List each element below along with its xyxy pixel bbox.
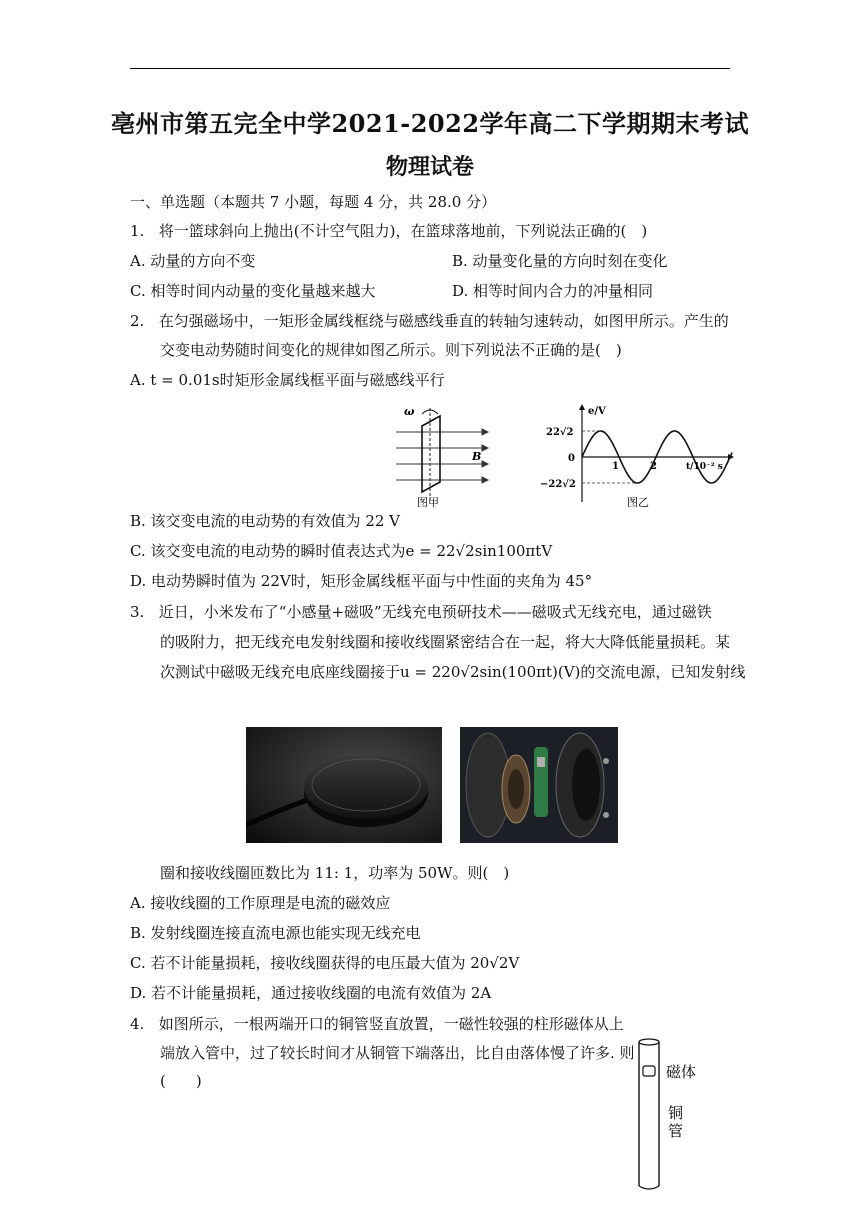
exam-title: 亳州市第五完全中学2021-2022学年高二下学期期末考试	[110, 109, 750, 138]
charger-exploded-photo	[460, 727, 618, 843]
question-3	[130, 602, 712, 622]
figure-yi-caption: 图乙	[627, 496, 649, 509]
question-stem-line2: 的吸附力，把无线充电发射线圈和接收线圈紧密结合在一起，将大大降低能量损耗。某	[160, 633, 731, 651]
magnet-label: 磁体	[666, 1063, 697, 1081]
section-heading: 一、单选题（本题共 7 小题，每题 4 分，共 28.0 分）	[130, 193, 497, 211]
q2-option-d: D. 电动势瞬时值为 22V时，矩形金属线框平面与中性面的夹角为 45°	[130, 572, 593, 590]
tube-label-1: 铜	[668, 1104, 684, 1122]
q2-option-c: C. 该交变电流的电动势的瞬时值表达式为e = 22√2sin100πtV	[130, 542, 553, 560]
figure-jia	[392, 402, 492, 510]
omega-label: ω	[404, 405, 415, 418]
exam-subtitle: 物理试卷	[385, 154, 474, 180]
q1-option-c: C. 相等时间内动量的变化量越来越大	[130, 282, 376, 300]
magnet-shape	[643, 1066, 655, 1076]
question-number: 2.	[130, 312, 145, 330]
question-1	[130, 221, 647, 241]
q1-option-a: A. 动量的方向不变	[130, 252, 256, 270]
b-field-label: B	[472, 450, 482, 463]
q2-option-a: A. t = 0.01s时矩形金属线框平面与磁感线平行	[130, 371, 445, 389]
question-stem-line1: 如图所示，一根两端开口的铜管竖直放置，一磁性较强的柱形磁体从上	[158, 1015, 624, 1033]
header-rule	[130, 68, 730, 69]
charger-pad-photo	[246, 727, 442, 843]
tube-label-2: 管	[668, 1122, 684, 1140]
question-stem-line3: 次测试中磁吸无线充电底座线圈接于u = 220√2sin(100πt)(V)的交流电源，已知发射线	[160, 663, 746, 681]
q2-option-b: B. 该交变电流的电动势的有效值为 22 V	[130, 512, 401, 530]
q1-option-d: D. 相等时间内合力的冲量相同	[452, 282, 654, 300]
question-2	[130, 311, 729, 331]
q1-option-b: B. 动量变化量的方向时刻在变化	[452, 252, 668, 270]
question-4	[130, 1014, 624, 1034]
q3-option-b: B. 发射线圈连接直流电源也能实现无线充电	[130, 924, 421, 942]
figure-yi	[538, 402, 738, 510]
question-stem-line2: 端放入管中，过了较长时间才从铜管下端落出，比自由落体慢了许多. 则	[160, 1044, 635, 1062]
q3-option-d: D. 若不计能量损耗，通过接收线圈的电流有效值为 2A	[130, 984, 492, 1002]
copper-tube-figure	[634, 1036, 734, 1196]
question-stem-line3: ( )	[160, 1072, 202, 1090]
question-number: 1.	[130, 222, 145, 240]
question-stem: 将一篮球斜向上抛出(不计空气阻力)，在篮球落地前，下列说法正确的( )	[158, 222, 648, 240]
x-tick-1: 1	[612, 461, 619, 472]
q3-option-c: C. 若不计能量损耗，接收线圈获得的电压最大值为 20√2V	[130, 954, 520, 972]
question-number: 3.	[130, 603, 145, 621]
y-zero-label: 0	[568, 453, 575, 464]
figure-jia-caption: 图甲	[417, 496, 439, 509]
question-stem-line4: 圈和接收线圈匝数比为 11: 1，功率为 50W。则( )	[160, 864, 510, 882]
question-stem-line1: 近日，小米发布了“小感量+磁吸”无线充电预研技术——磁吸式无线充电，通过磁铁	[158, 603, 712, 621]
question-stem-line2: 交变电动势随时间变化的规律如图乙所示。则下列说法不正确的是( )	[160, 341, 622, 359]
x-tick-2: 2	[650, 461, 657, 472]
y-axis-label: e/V	[588, 406, 606, 417]
q3-option-a: A. 接收线圈的工作原理是电流的磁效应	[130, 894, 391, 912]
question-stem-line1: 在匀强磁场中，一矩形金属线框绕与磁感线垂直的转轴匀速转动，如图甲所示。产生的	[158, 312, 729, 330]
y-max-label: 22√2	[546, 427, 574, 438]
question-number: 4.	[130, 1015, 145, 1033]
y-min-label: −22√2	[540, 479, 576, 490]
x-axis-label: t/10⁻² s	[686, 462, 723, 472]
